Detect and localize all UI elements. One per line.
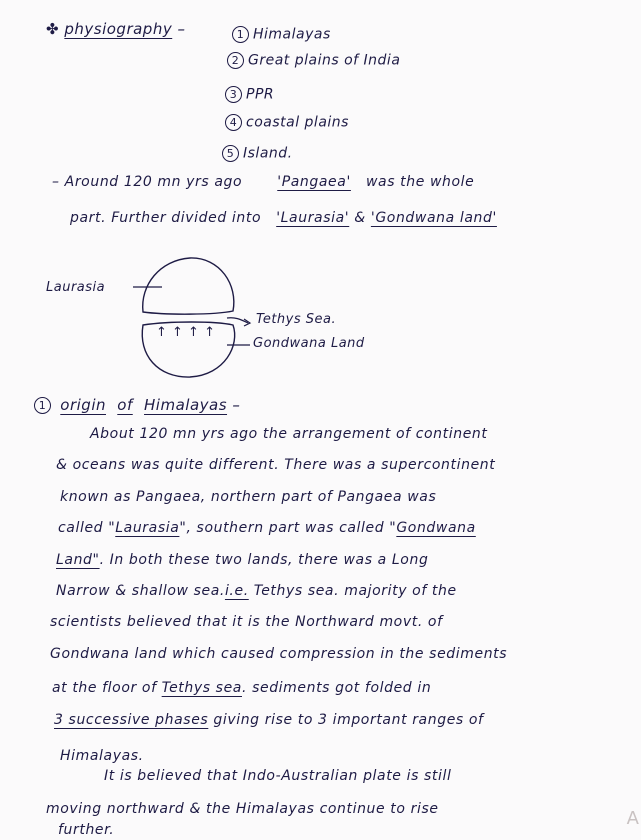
page-title: physiography xyxy=(64,20,173,38)
body-line: Gondwana land which caused compression in the sediments xyxy=(50,646,508,662)
label-gondwana: Gondwana Land xyxy=(253,336,365,351)
list-item xyxy=(222,145,293,162)
number-circle: 4 xyxy=(225,114,242,131)
list-item xyxy=(227,52,400,69)
body-line: scientists believed that it is the Northward movt. of xyxy=(50,614,443,630)
term-successive-phases: 3 successive phases xyxy=(54,712,209,728)
list-item-text: Island. xyxy=(243,145,293,162)
body-line: About 120 mn yrs ago the arrangement of continent xyxy=(90,426,488,442)
term-laurasia: Laurasia xyxy=(115,520,180,536)
term-gondwana: Gondwana xyxy=(396,520,476,536)
list-item-text: coastal plains xyxy=(246,114,349,131)
star-icon: ✤ xyxy=(46,20,60,38)
body-line: at the floor of Tethys sea. sediments got folded in xyxy=(52,680,432,696)
list-item xyxy=(225,86,274,103)
number-circle: 5 xyxy=(222,145,239,162)
body-line: Narrow & shallow sea.i.e. Tethys sea. majority of the xyxy=(56,583,457,599)
body-line: called "Laurasia", southern part was called "Gondwana xyxy=(58,520,476,536)
label-tethys-sea: Tethys Sea. xyxy=(256,312,337,327)
body-line: Himalayas. xyxy=(60,748,144,764)
arrow-up-icon: ↑ ↑ ↑ ↑ xyxy=(156,325,216,340)
term-ie: i.e. xyxy=(224,583,249,599)
body-line: Land". In both these two lands, there was a Long xyxy=(56,552,429,568)
list-item xyxy=(232,26,331,43)
heading xyxy=(46,20,186,38)
heading-dash: – xyxy=(177,20,186,38)
pangaea-diagram xyxy=(0,245,450,385)
body-line: & oceans was quite different. There was a supercontinent xyxy=(56,457,496,473)
number-circle: 2 xyxy=(227,52,244,69)
section-heading: 1 origin of Himalayas – xyxy=(34,396,240,414)
term-land: Land" xyxy=(56,552,100,568)
term-tethys-sea: Tethys sea xyxy=(161,680,242,696)
intro-line-1: – Around 120 mn yrs ago 'Pangaea' was the whole xyxy=(52,174,475,190)
number-circle: 1 xyxy=(232,26,249,43)
number-circle: 1 xyxy=(34,397,51,414)
term-pangaea: 'Pangaea' xyxy=(277,174,351,190)
list-item-text: Himalayas xyxy=(253,26,331,43)
body-line: It is believed that Indo-Australian plate is still xyxy=(104,768,452,784)
body-line: further. xyxy=(58,822,115,838)
number-circle: 3 xyxy=(225,86,242,103)
list-item-text: PPR xyxy=(246,86,275,103)
list-item xyxy=(225,114,349,131)
body-line: moving northward & the Himalayas continue to rise xyxy=(46,801,439,817)
term-laurasia: 'Laurasia' xyxy=(276,210,350,226)
body-line: known as Pangaea, northern part of Pangaea was xyxy=(60,489,437,505)
laurasia-shape xyxy=(143,258,234,314)
tethys-arrow xyxy=(227,318,248,323)
corner-mark: A xyxy=(626,808,639,829)
label-laurasia: Laurasia xyxy=(46,280,106,295)
list-item-text: Great plains of India xyxy=(248,52,401,69)
intro-line-2: part. Further divided into 'Laurasia' & 'Gondwana land' xyxy=(70,210,497,226)
body-line: 3 successive phases giving rise to 3 important ranges of xyxy=(54,712,484,728)
term-gondwana: 'Gondwana land' xyxy=(370,210,497,226)
